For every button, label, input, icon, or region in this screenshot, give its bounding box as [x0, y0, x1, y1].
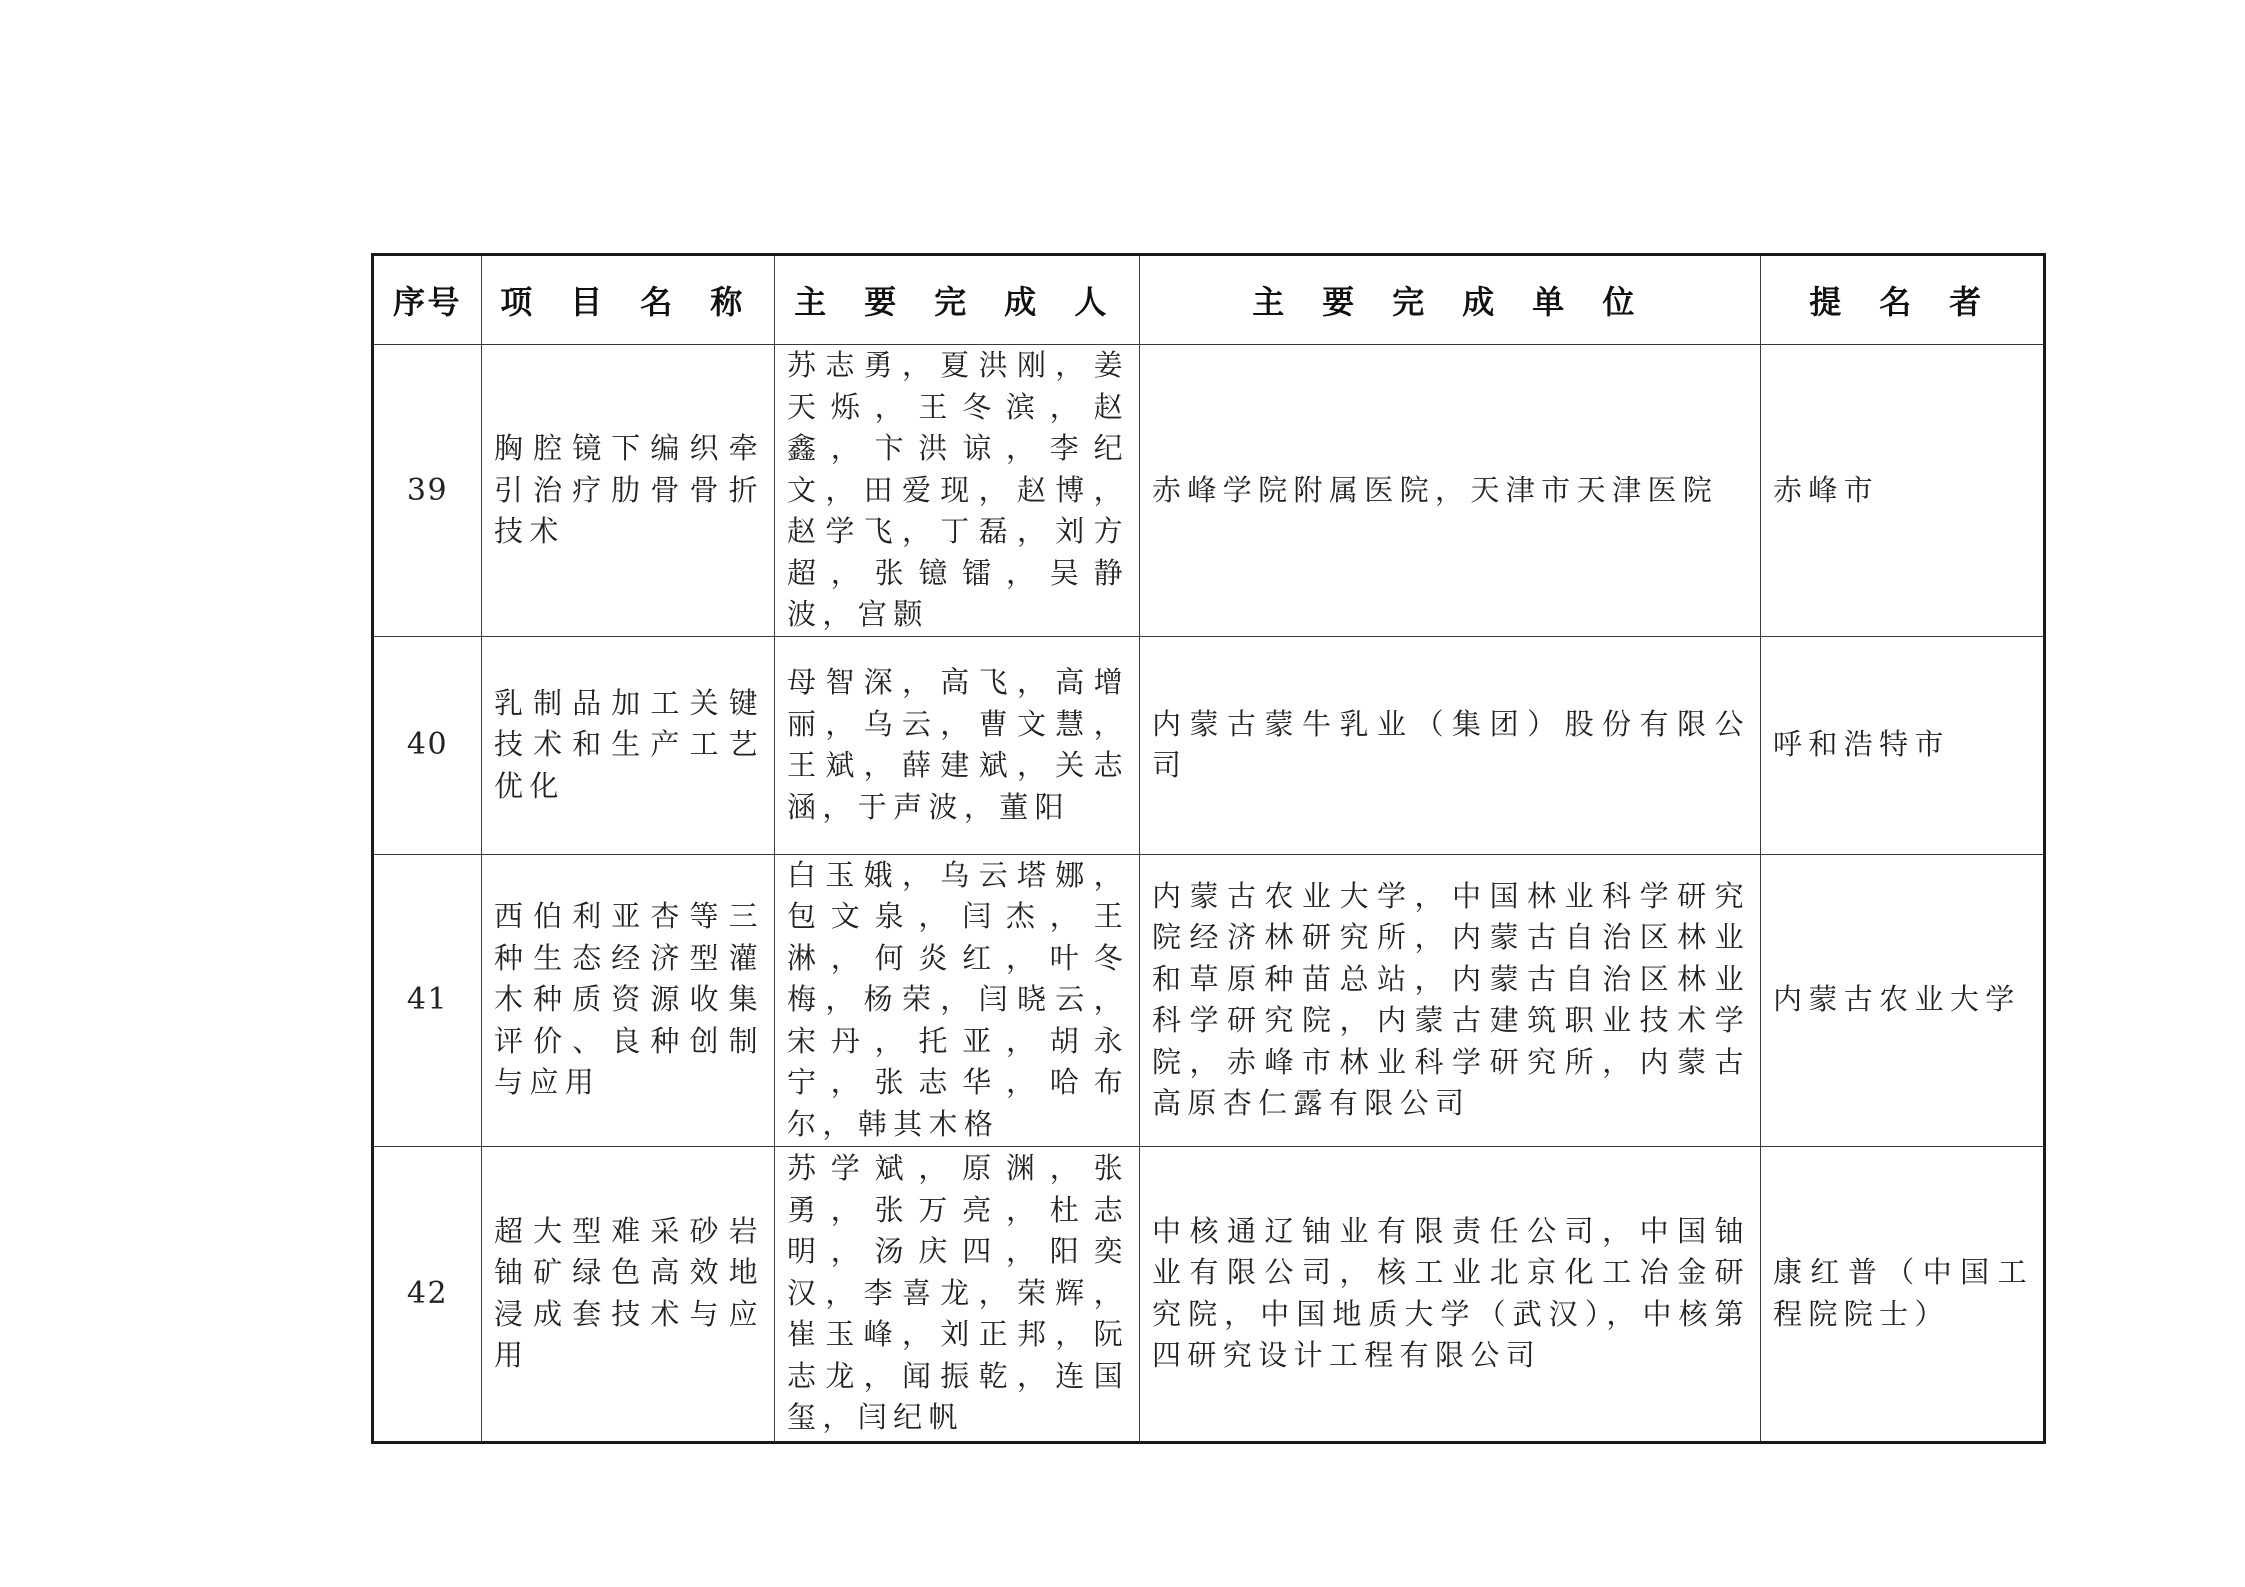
nominator-text: 康红普（中国工程院院士）	[1773, 1255, 2033, 1331]
main-units-text: 赤峰学院附属医院，天津市天津医院	[1152, 472, 1719, 507]
cell-project-name	[482, 1146, 775, 1442]
header-main-persons: 主 要 完 成 人	[775, 255, 1140, 345]
table-row	[373, 345, 2045, 637]
table-row	[373, 1146, 2045, 1442]
cell-serial-number: 42	[373, 1146, 482, 1442]
project-name-text: 乳制品加工关键技术和生产工艺优化	[494, 685, 764, 803]
cell-nominator	[1761, 1146, 2045, 1442]
cell-serial-number: 40	[373, 636, 482, 854]
cell-nominator	[1761, 345, 2045, 637]
table-row	[373, 636, 2045, 854]
cell-serial-number: 41	[373, 854, 482, 1146]
project-name-text: 胸腔镜下编织牵引治疗肋骨骨折技术	[494, 431, 764, 548]
cell-project-name	[482, 345, 775, 637]
cell-nominator	[1761, 636, 2045, 854]
nominator-text: 内蒙古农业大学	[1773, 982, 2021, 1017]
cell-nominator	[1761, 854, 2045, 1146]
cell-main-persons	[775, 636, 1140, 854]
header-nominator: 提 名 者	[1761, 255, 2045, 345]
cell-serial-number: 39	[373, 345, 482, 637]
table-row	[373, 854, 2045, 1146]
main-persons-text: 苏志勇，夏洪刚，姜天烁，王冬滨，赵鑫，卞洪谅，李纪文，田爱现，赵博，赵学飞，丁磊，刘方超，张镱镭，吴静波，宫颢	[787, 348, 1129, 631]
cell-project-name	[482, 636, 775, 854]
cell-project-name	[482, 854, 775, 1146]
main-units-text: 内蒙古蒙牛乳业（集团）股份有限公司	[1152, 706, 1750, 782]
main-persons-text: 白玉娥，乌云塔娜，包文泉，闫杰，王淋，何炎红，叶冬梅，杨荣，闫晓云，宋丹，托亚，胡永宁，张志华，哈布尔，韩其木格	[787, 857, 1129, 1141]
main-units-text: 中核通辽铀业有限责任公司，中国铀业有限公司，核工业北京化工冶金研究院，中国地质大学（武汉），中核第四研究设计工程有限公司	[1152, 1213, 1750, 1372]
cell-main-units	[1140, 854, 1761, 1146]
cell-main-units	[1140, 345, 1761, 637]
nominator-text: 呼和浩特市	[1773, 727, 1950, 762]
main-persons-text: 苏学斌，原渊，张勇，张万亮，杜志明，汤庆四，阳奕汉，李喜龙，荣辉，崔玉峰，刘正邦，阮志龙，闻振乾，连国玺，闫纪帆	[787, 1151, 1129, 1435]
project-name-text: 超大型难采砂岩铀矿绿色高效地浸成套技术与应用	[494, 1213, 764, 1372]
main-units-text: 内蒙古农业大学，中国林业科学研究院经济林研究所，内蒙古自治区林业和草原种苗总站，内蒙古自治区林业科学研究院，内蒙古建筑职业技术学院，赤峰市林业科学研究所，内蒙古高原杏仁露有限公司	[1152, 878, 1750, 1120]
header-serial-number: 序号	[373, 255, 482, 345]
header-main-units: 主 要 完 成 单 位	[1140, 255, 1761, 345]
cell-main-persons	[775, 345, 1140, 637]
cell-main-persons	[775, 854, 1140, 1146]
cell-main-units	[1140, 1146, 1761, 1442]
project-name-text: 西伯利亚杏等三种生态经济型灌木种质资源收集评价、良种创制与应用	[494, 899, 764, 1100]
award-nominee-table	[371, 253, 2046, 1444]
cell-main-units	[1140, 636, 1761, 854]
nominator-text: 赤峰市	[1773, 472, 1880, 507]
cell-main-persons	[775, 1146, 1140, 1442]
header-project-name: 项 目 名 称	[482, 255, 775, 345]
table-header-row	[373, 255, 2045, 345]
main-persons-text: 母智深，高飞，高增丽，乌云，曹文慧，王斌，薛建斌，关志涵，于声波，董阳	[787, 665, 1129, 824]
